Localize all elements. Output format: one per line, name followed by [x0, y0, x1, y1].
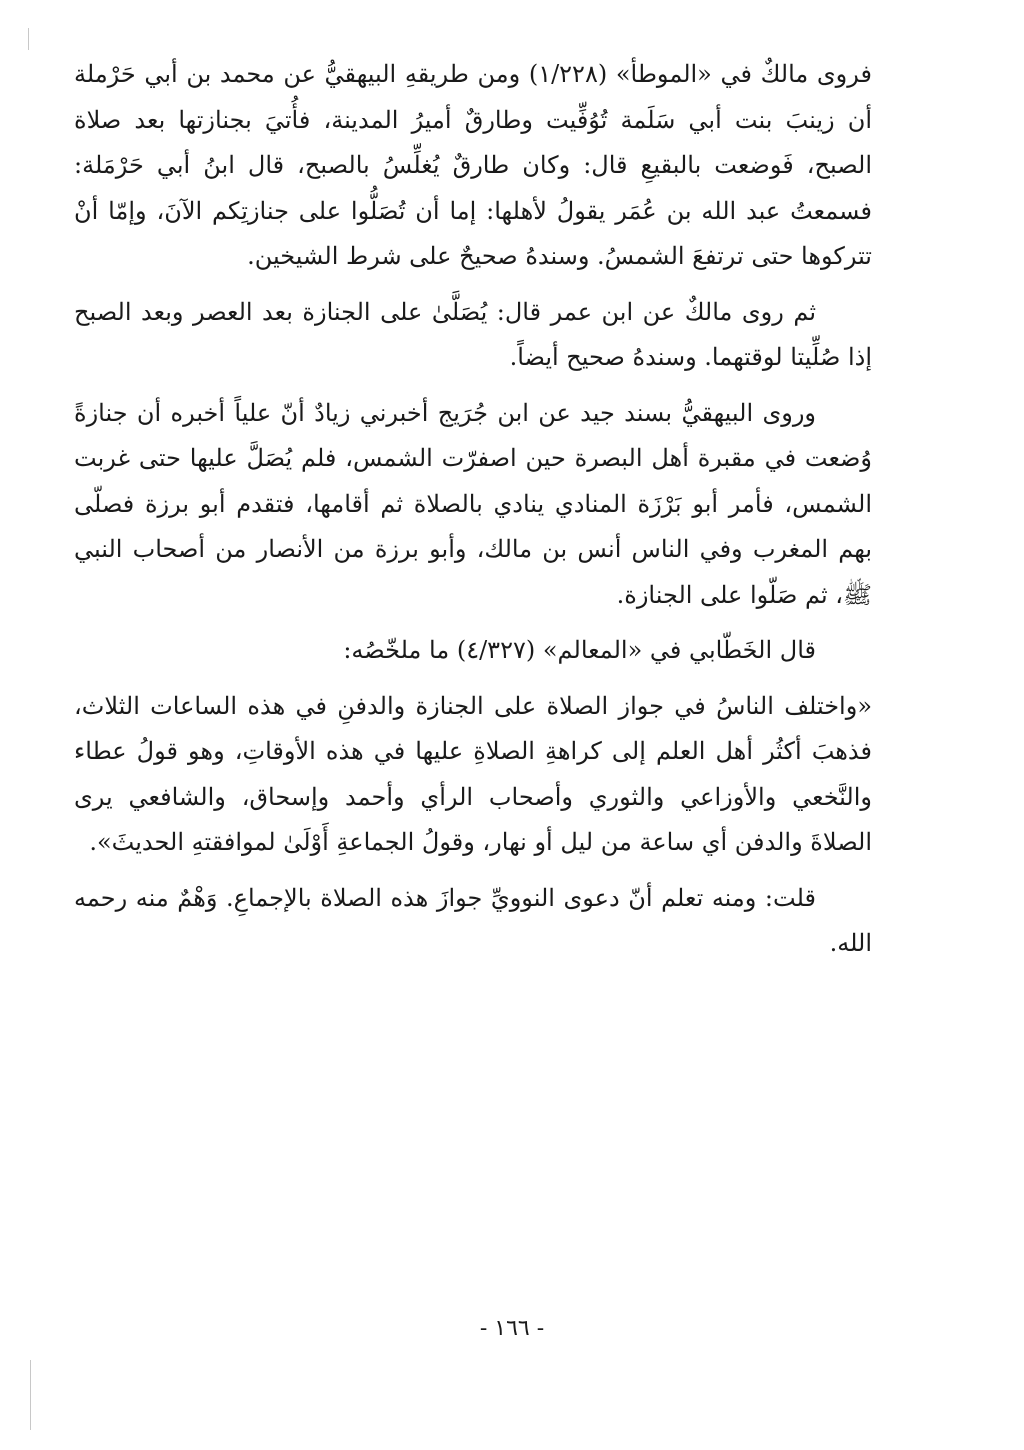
page-number: - ١٦٦ - [479, 1316, 545, 1341]
paragraph-khattabi-quote: «واختلف الناسُ في جواز الصلاة على الجنازة والدفنِ في هذه الساعات الثلاث، فذهبَ أكثُر أهل العلم إلى كراهةِ الصلاةِ عليها في هذه الأوقاتِ، وهو قولُ عطاء والنَّخعي والأوزاعي والثوري وأصحاب الرأي وأحمد وإسحاق، والشافعي يرى الصلاةَ والدفن أي ساعة من ليل أو نهار، وقولُ الجماعةِ أَوْلَىٰ لموافقتهِ الحديثَ». [74, 691, 872, 856]
paragraph-bayhaqi-ibn-jurayj: وروى البيهقيُّ بسند جيد عن ابن جُرَيج أخبرني زيادٌ أنّ علياً أخبره أن جنازةً وُضعت في مقبرة أهل البصرة حين اصفرّت الشمس، فلم يُصَلَّ عليها حتى غربت الشمس، فأمر أبو بَرْزَة المنادي ينادي بالصلاة ثم أقامها، فتقدم أبو برزة فصلّى بهم المغرب وفي الناس أنس بن مالك، وأبو برزة من الأنصار من أصحاب النبي ﷺ، ثم صَلّوا على الجنازة. [74, 398, 872, 609]
paragraph-ibn-umar: ثم روى مالكٌ عن ابن عمر قال: يُصَلَّىٰ على الجنازة بعد العصر وبعد الصبح إذا صُلِّيتا لوقتهما. وسندهُ صحيح أيضاً. [74, 297, 872, 371]
paragraph-khattabi-heading: قال الخَطّابي في «المعالم» (٤/٣٢٧) ما ملخّصُه: [343, 636, 816, 664]
scan-margin-mark-bottom [30, 1360, 31, 1430]
paragraph-malik-bayhaqi: فروى مالكٌ في «الموطأ» (١/٢٢٨) ومن طريقهِ البيهقيُّ عن محمد بن أبي حَرْملة أن زينبَ بنت أبي سَلَمة تُوُفِّيت وطارقٌ أميرُ المدينة، فأُتيَ بجنازتها بعد صلاة الصبح، فَوضعت بالبقيعِ قال: وكان طارقٌ يُغلِّسُ بالصبح، قال ابنُ أبي حَرْمَلة: فسمعتُ عبد الله بن عُمَر يقولُ لأهلها: إما أن تُصَلُّوا على جنازتِكم الآنَ، وإمّا أنْ تتركوها حتى ترتفعَ الشمسُ. وسندهُ صحيحٌ على شرط الشيخين. [74, 60, 872, 270]
body-text [74, 52, 872, 967]
scan-margin-mark-top [28, 28, 29, 50]
paragraph-author-note: قلت: ومنه تعلم أنّ دعوى النوويِّ جوازَ هذه الصلاة بالإجماعِ. وَهْمٌ منه رحمه الله. [74, 883, 872, 957]
